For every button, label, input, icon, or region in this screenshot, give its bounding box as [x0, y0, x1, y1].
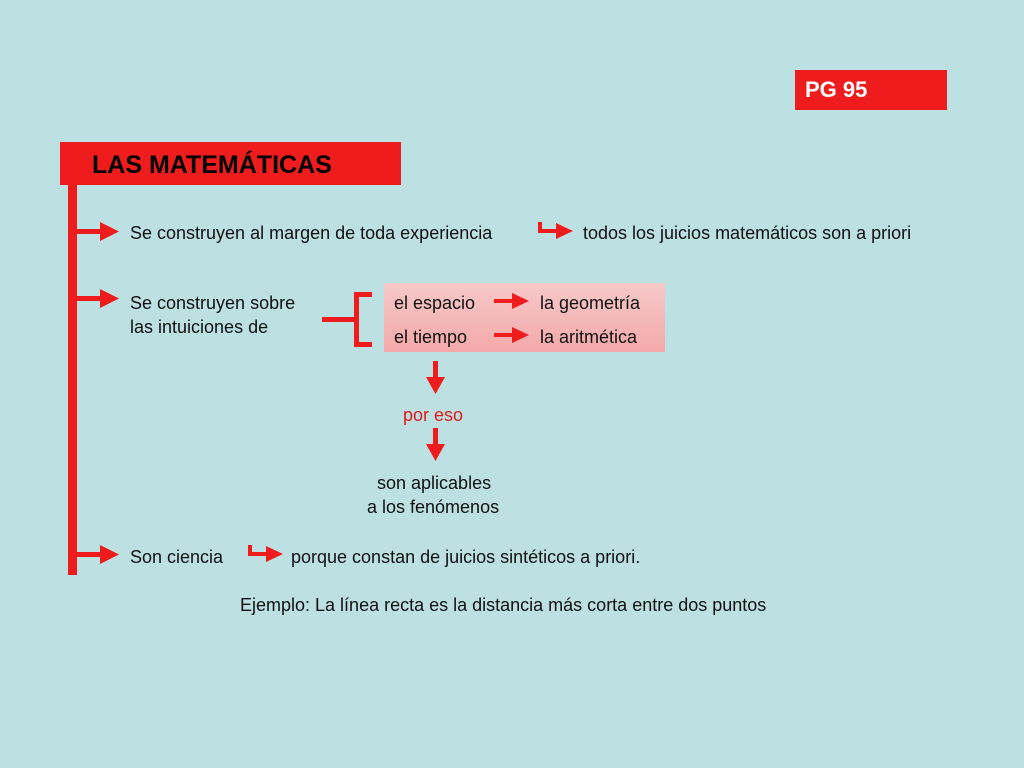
- science-arithmetic: la aritmética: [540, 327, 638, 347]
- down-arrow-icon-1: [425, 361, 447, 395]
- main-connector-bar: [68, 184, 77, 575]
- branch-arrow-icon-3: [76, 545, 120, 565]
- branch-result-a-priori: todos los juicios matemáticos son a priori: [583, 223, 912, 243]
- connector-por-eso: por eso: [403, 405, 464, 425]
- conclusion-line1: son aplicables: [377, 473, 492, 493]
- example-text: Ejemplo: La línea recta es la distancia más corta entre dos puntos: [240, 595, 767, 615]
- branch-label-science: Son ciencia: [130, 547, 224, 567]
- science-reason: porque constan de juicios sintéticos a priori.: [291, 547, 641, 567]
- branch-label-experience: Se construyen al margen de toda experiencia: [130, 223, 493, 243]
- intuition-space: el espacio: [394, 293, 476, 313]
- branch-arrow-icon-2: [76, 289, 120, 309]
- branch-label-intuitions-line1: Se construyen sobre: [130, 293, 296, 313]
- time-arrow-icon: [494, 326, 530, 346]
- space-arrow-icon: [494, 292, 530, 312]
- branch-label-intuitions-line2: las intuiciones de: [130, 317, 269, 337]
- conclusion-line2: a los fenómenos: [367, 497, 500, 517]
- bracket-connector: [322, 290, 374, 350]
- diagram-title: LAS MATEMÁTICAS: [60, 142, 401, 185]
- science-geometry: la geometría: [540, 293, 641, 313]
- branch-arrow-icon-1: [76, 222, 120, 242]
- result-arrow-icon-1: [538, 222, 574, 242]
- down-arrow-icon-2: [425, 428, 447, 462]
- page-badge: PG 95: [795, 70, 947, 110]
- intuition-time: el tiempo: [394, 327, 468, 347]
- reason-arrow-icon: [248, 545, 284, 565]
